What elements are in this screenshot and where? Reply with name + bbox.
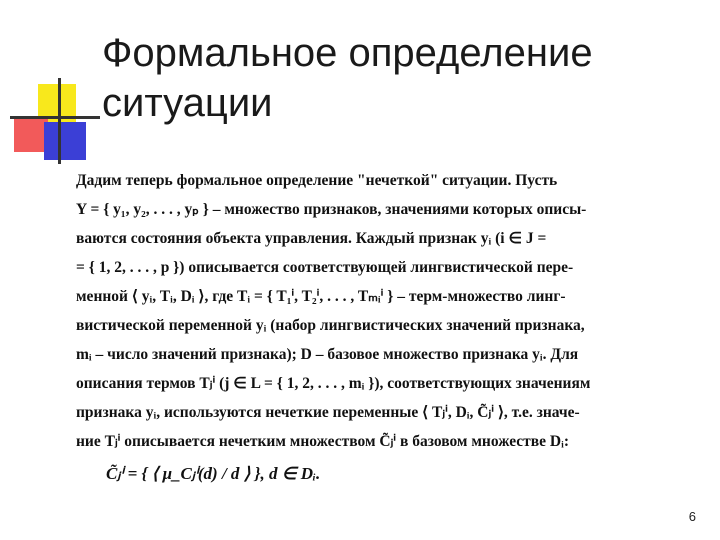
document-line: вистической переменной yᵢ (набор лингвистических значений признака, — [76, 317, 585, 334]
document-line: менной ⟨ yᵢ, Tᵢ, Dᵢ ⟩, где Tᵢ = { T₁ⁱ, T₂ⁱ, . . . , Tₘᵢⁱ } – терм-множество линг- — [76, 288, 566, 305]
document-line: Y = { y₁, y₂, . . . , yₚ } – множество признаков, значениями которых описы- — [76, 201, 587, 218]
title-line-1: Формальное определение — [102, 31, 593, 75]
scanned-document-image — [76, 166, 680, 496]
document-line: признака yᵢ, используются нечеткие переменные ⟨ Tⱼⁱ, Dᵢ, C̃ⱼⁱ ⟩, т.е. значе- — [76, 404, 580, 421]
document-line: ваются состояния объекта управления. Каждый признак yᵢ (i ∈ J = — [76, 230, 547, 247]
horizontal-line-decoration — [10, 116, 100, 119]
document-line: описания термов Tⱼⁱ (j ∈ L = { 1, 2, . . . , mᵢ }), соответствующих значениям — [76, 375, 591, 392]
slide-title — [102, 28, 692, 128]
document-text — [76, 166, 680, 456]
membership-formula: C̃ⱼⁱ = { ⟨ μ_Cⱼⁱ(d) / d ⟩ }, d ∈ Dᵢ. — [106, 464, 321, 483]
vertical-line-decoration — [58, 78, 61, 164]
title-line-2: ситуации — [102, 81, 273, 125]
document-line: = { 1, 2, . . . , p }) описывается соответствующей лингвистической пере- — [76, 259, 574, 276]
document-line: Дадим теперь формальное определение "нечеткой" ситуации. Пусть — [76, 172, 558, 189]
document-line: ние Tⱼⁱ описывается нечетким множеством C̃ⱼⁱ в базовом множестве Dᵢ: — [76, 433, 570, 450]
document-line: mᵢ – число значений признака); D – базовое множество признака yᵢ. Для — [76, 346, 579, 363]
red-square-decoration — [14, 116, 48, 152]
slide-logo-decoration — [10, 78, 100, 168]
page-number: 6 — [688, 509, 696, 524]
blue-square-decoration — [44, 122, 86, 160]
